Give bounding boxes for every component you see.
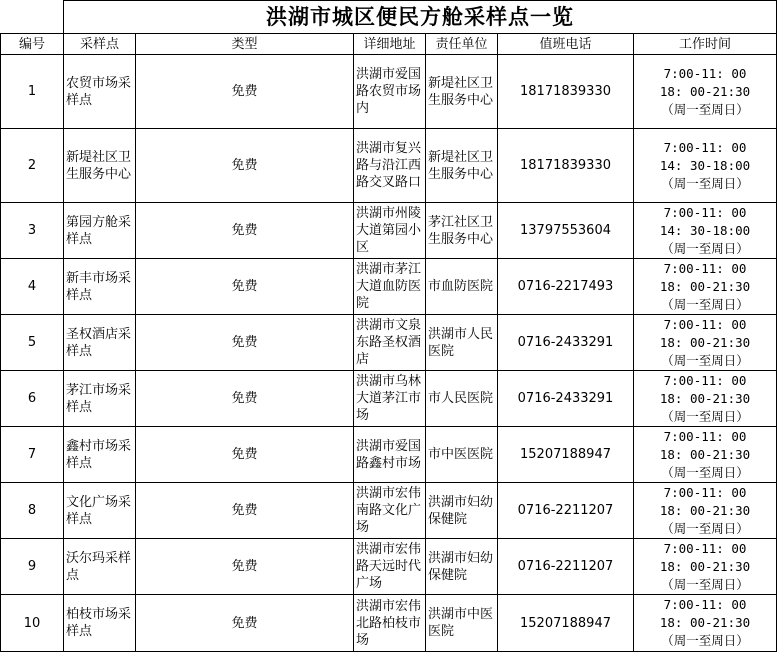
cell-address (354, 203, 426, 259)
cell-unit (426, 55, 498, 129)
cell-phone: 13797553604 (498, 203, 634, 259)
table-row (1, 595, 777, 652)
cell-no: 9 (1, 539, 64, 595)
cell-address (354, 427, 426, 483)
hours-line: （周一至周日） (661, 576, 749, 592)
cell-phone: 0716-2433291 (498, 315, 634, 371)
cell-address-text: 洪湖市爱国路农贸市场内 (356, 67, 422, 116)
cell-address-text: 洪湖市宏伟路天远时代广场 (356, 542, 422, 591)
cell-site (64, 55, 136, 129)
cell-hours (634, 483, 777, 539)
table-row (1, 371, 777, 427)
hours-line: （周一至周日） (661, 408, 749, 424)
cell-hours (634, 259, 777, 315)
cell-site (64, 595, 136, 652)
cell-address-text: 洪湖市州陵大道第园小区 (356, 206, 422, 255)
cell-unit-text: 市中医医院 (428, 447, 494, 462)
cell-type: 免费 (136, 129, 354, 203)
cell-hours (634, 539, 777, 595)
cell-no: 6 (1, 371, 64, 427)
cell-unit-text: 洪湖市妇幼保健院 (428, 494, 494, 527)
cell-type: 免费 (136, 55, 354, 129)
cell-address (354, 259, 426, 315)
cell-address-text: 洪湖市茅江大道血防医院 (356, 262, 422, 311)
hours-line: 14: 30-18:00 (659, 222, 751, 238)
cell-address (354, 595, 426, 652)
cell-address (354, 371, 426, 427)
table-row (1, 539, 777, 595)
cell-unit-text: 市人民医院 (428, 391, 494, 406)
cell-site-text: 柏枝市场采样点 (66, 607, 132, 639)
header-phone: 值班电话 (498, 34, 634, 55)
hours-line: 7:00-11: 00 (663, 484, 747, 500)
cell-address-text: 洪湖市文泉东路圣权酒店 (356, 318, 422, 367)
cell-site-text: 圣权酒店采样点 (66, 326, 132, 359)
cell-type: 免费 (136, 539, 354, 595)
hours-line: 18: 00-21:30 (659, 334, 751, 350)
table-row (1, 203, 777, 259)
table-row (1, 483, 777, 539)
cell-site (64, 203, 136, 259)
cell-hours (634, 129, 777, 203)
cell-site (64, 315, 136, 371)
table-row (1, 427, 777, 483)
cell-no: 1 (1, 55, 64, 129)
table-body (1, 1, 777, 652)
cell-site (64, 483, 136, 539)
cell-address (354, 539, 426, 595)
cell-phone: 0716-2211207 (498, 483, 634, 539)
header-no: 编号 (1, 34, 64, 55)
cell-unit (426, 203, 498, 259)
hours-line: （周一至周日） (661, 633, 749, 648)
cell-unit (426, 483, 498, 539)
header-type: 类型 (136, 34, 354, 55)
table-row (1, 129, 777, 203)
cell-address-text: 洪湖市复兴路与沿江西路交叉路口 (356, 141, 422, 190)
cell-type: 免费 (136, 315, 354, 371)
hours-line: 18: 00-21:30 (659, 83, 751, 99)
cell-no: 7 (1, 427, 64, 483)
cell-site-text: 农贸市场采样点 (66, 75, 132, 108)
cell-phone: 0716-2433291 (498, 371, 634, 427)
hours-line: 18: 00-21:30 (659, 446, 751, 462)
cell-unit (426, 595, 498, 652)
cell-hours (634, 371, 777, 427)
cell-site (64, 427, 136, 483)
cell-no: 10 (1, 595, 64, 652)
cell-address-text: 洪湖市宏伟南路文化广场 (356, 486, 422, 535)
cell-address-text: 洪湖市爱国路鑫村市场 (356, 438, 422, 471)
cell-unit-text: 茅江社区卫生服务中心 (428, 214, 494, 247)
cell-unit-text: 新堤社区卫生服务中心 (428, 149, 494, 182)
cell-no: 8 (1, 483, 64, 539)
header-address: 详细地址 (354, 34, 426, 55)
cell-address-text: 洪湖市宏伟北路柏枝市场 (356, 598, 422, 648)
cell-type: 免费 (136, 371, 354, 427)
cell-site (64, 259, 136, 315)
table-row (1, 55, 777, 129)
cell-site-text: 沃尔玛采样点 (66, 550, 132, 583)
table-row (1, 259, 777, 315)
cell-unit-text: 洪湖市妇幼保健院 (428, 550, 494, 583)
cell-address (354, 55, 426, 129)
cell-unit (426, 539, 498, 595)
hours-line: 7:00-11: 00 (663, 597, 747, 612)
cell-phone: 0716-2217493 (498, 259, 634, 315)
hours-line: （周一至周日） (661, 240, 749, 256)
cell-unit (426, 371, 498, 427)
cell-unit (426, 427, 498, 483)
cell-no: 5 (1, 315, 64, 371)
cell-phone: 15207188947 (498, 595, 634, 652)
cell-phone: 15207188947 (498, 427, 634, 483)
cell-hours (634, 55, 777, 129)
cell-unit (426, 129, 498, 203)
cell-address (354, 129, 426, 203)
cell-unit-text: 市血防医院 (428, 279, 494, 294)
cell-no: 3 (1, 203, 64, 259)
hours-line: 7:00-11: 00 (663, 372, 747, 388)
hours-line: 7:00-11: 00 (663, 540, 747, 556)
cell-site-text: 新丰市场采样点 (66, 270, 132, 303)
cell-unit-text: 洪湖市中医医院 (428, 607, 494, 639)
cell-site-text: 新堤社区卫生服务中心 (66, 149, 132, 182)
hours-line: 18: 00-21:30 (659, 502, 751, 518)
hours-line: （周一至周日） (661, 101, 749, 117)
cell-address (354, 315, 426, 371)
hours-line: （周一至周日） (661, 296, 749, 312)
cell-site (64, 129, 136, 203)
hours-line: 7:00-11: 00 (663, 428, 747, 444)
table-row (1, 315, 777, 371)
hours-line: 18: 00-21:30 (659, 615, 751, 630)
cell-site-text: 文化广场采样点 (66, 494, 132, 527)
hours-line: （周一至周日） (661, 175, 749, 191)
hours-line: 7:00-11: 00 (663, 204, 747, 220)
cell-unit-text: 新堤社区卫生服务中心 (428, 75, 494, 108)
cell-address-text: 洪湖市乌林大道茅江市场 (356, 374, 422, 423)
hours-line: 7:00-11: 00 (663, 65, 747, 81)
cell-hours (634, 315, 777, 371)
cell-site (64, 371, 136, 427)
hours-line: 18: 00-21:30 (659, 558, 751, 574)
header-unit: 责任单位 (426, 34, 498, 55)
hours-line: 7:00-11: 00 (663, 316, 747, 332)
cell-unit (426, 315, 498, 371)
cell-hours (634, 595, 777, 652)
cell-site (64, 539, 136, 595)
hours-line: 7:00-11: 00 (663, 139, 747, 155)
cell-type: 免费 (136, 259, 354, 315)
cell-site-text: 第园方舱采样点 (66, 214, 132, 247)
cell-unit (426, 259, 498, 315)
cell-type: 免费 (136, 427, 354, 483)
cell-type: 免费 (136, 203, 354, 259)
hours-line: （周一至周日） (661, 464, 749, 480)
cell-type: 免费 (136, 595, 354, 652)
title-corner-cell (1, 1, 64, 34)
hours-line: （周一至周日） (661, 352, 749, 368)
header-hours: 工作时间 (634, 34, 777, 55)
cell-phone: 18171839330 (498, 129, 634, 203)
cell-phone: 18171839330 (498, 55, 634, 129)
page-title: 洪湖市城区便民方舱采样点一览 (64, 1, 777, 34)
cell-no: 4 (1, 259, 64, 315)
header-row (1, 34, 777, 55)
cell-hours (634, 203, 777, 259)
hours-line: （周一至周日） (661, 520, 749, 536)
hours-line: 18: 00-21:30 (659, 390, 751, 406)
cell-phone: 0716-2211207 (498, 539, 634, 595)
cell-unit-text: 洪湖市人民医院 (428, 326, 494, 359)
hours-line: 7:00-11: 00 (663, 260, 747, 276)
cell-site-text: 鑫村市场采样点 (66, 438, 132, 471)
cell-type: 免费 (136, 483, 354, 539)
cell-no: 2 (1, 129, 64, 203)
hours-line: 14: 30-18:00 (659, 157, 751, 173)
cell-site-text: 茅江市场采样点 (66, 382, 132, 415)
header-site: 采样点 (64, 34, 136, 55)
cell-address (354, 483, 426, 539)
hours-line: 18: 00-21:30 (659, 278, 751, 294)
title-row (1, 1, 777, 34)
cell-hours (634, 427, 777, 483)
